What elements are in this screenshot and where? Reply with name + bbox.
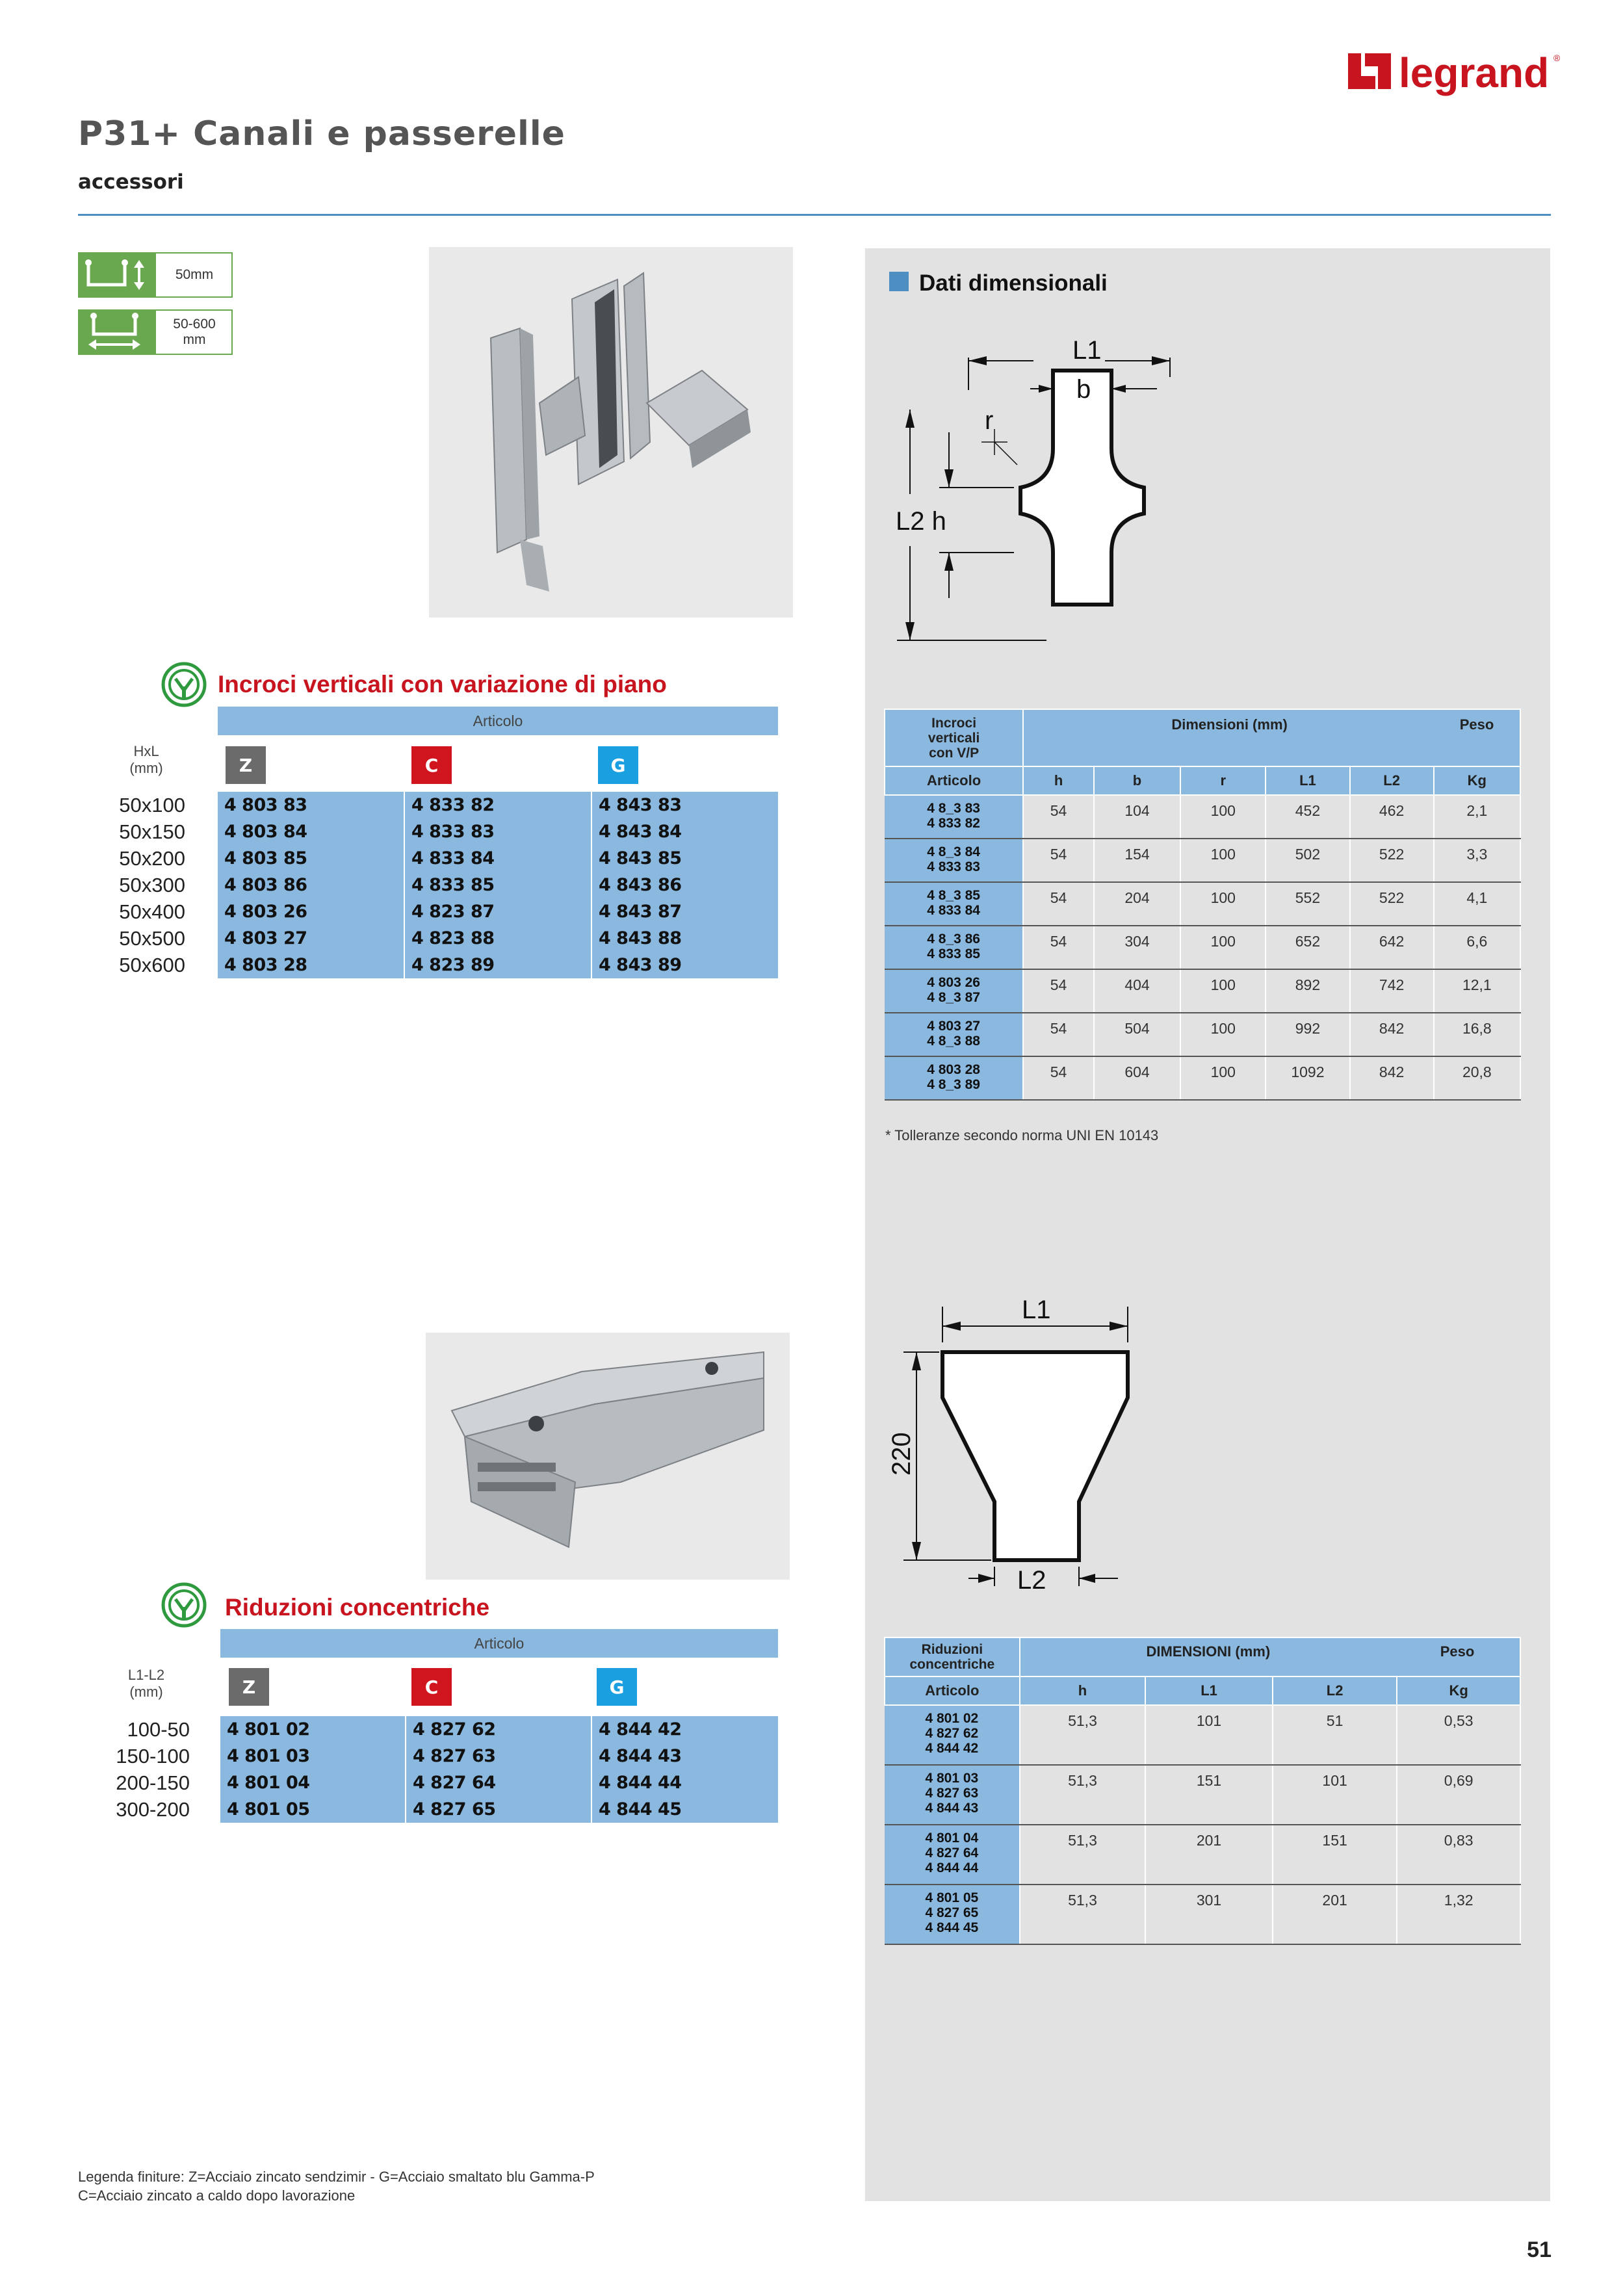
finish-z-badge: Z: [226, 746, 266, 784]
article-code: 4 843 85: [591, 845, 778, 872]
header-divider: [78, 214, 1551, 216]
table-row: 4 803 27 4 8_3 88 54 504 100 992 842 16,8: [885, 1013, 1520, 1056]
subheader: Kg: [1434, 766, 1520, 795]
table-row: 4 8_3 83 4 833 82 54 104 100 452 462 2,1: [885, 795, 1520, 839]
subheader: L1: [1145, 1676, 1273, 1705]
section-marker: [889, 272, 909, 291]
dim-cell: 50x400: [119, 900, 185, 923]
dim-cell: 200-150: [116, 1771, 190, 1794]
article-code: 4 844 42: [591, 1716, 778, 1743]
article-code: 4 803 26: [224, 902, 307, 922]
legrand-wordmark: legrand: [1399, 49, 1550, 96]
table-row: 4 8_3 84 4 833 83 54 154 100 502 522 3,3: [885, 839, 1520, 882]
article-code: 4 827 62: [405, 1716, 591, 1743]
label-l2: L2: [1017, 1566, 1046, 1595]
finish-z-badge: Z: [229, 1668, 269, 1706]
certification-icon: [160, 1581, 208, 1629]
section-title-vertical-cross: Incroci verticali con variazione di piano: [218, 671, 667, 698]
table-row: 4 801 05 4 827 65 4 844 45 51,3 301 201 1,32: [885, 1885, 1520, 1944]
table1-first-header: Incroci verticali con V/P: [885, 709, 1023, 766]
finish-c-badge: C: [411, 746, 452, 784]
width-badge: [78, 309, 233, 355]
articolo-header: Articolo: [218, 707, 778, 735]
article-code: 4 803 27: [224, 928, 307, 948]
legend-line: C=Acciaio zincato a caldo dopo lavorazione: [78, 2187, 356, 2204]
label-height: 220: [887, 1432, 916, 1476]
article-code: 4 801 02: [227, 1719, 310, 1740]
dim-cell: 50x500: [119, 927, 185, 950]
concentric-reducer-photo: [426, 1333, 790, 1580]
article-code: 4 827 65: [405, 1796, 591, 1823]
article-code: 4 833 84: [404, 845, 591, 872]
articolo-header: Articolo: [220, 1629, 778, 1658]
subheader: h: [1023, 766, 1094, 795]
table-row: 4 8_3 85 4 833 84 54 204 100 552 522 4,1: [885, 882, 1520, 926]
width-badge-text: 50-600 mm: [173, 317, 216, 347]
subheader: L2: [1350, 766, 1434, 795]
table1-dims-header: [1023, 709, 1520, 766]
subheader: Articolo: [885, 766, 1023, 795]
legend-line: Legenda finiture: Z=Acciaio zincato sendzimir - G=Acciaio smaltato blu Gamma-P: [78, 2169, 595, 2185]
cross-dimension-diagram: [884, 332, 1222, 657]
article-code: 4 843 83: [591, 792, 778, 818]
dim-cell: 300-200: [116, 1798, 190, 1821]
page-number: 51: [1527, 2237, 1552, 2262]
article-code: 4 803 85: [224, 848, 307, 868]
article-code: 4 827 64: [405, 1769, 591, 1796]
tolerance-note: * Tolleranze secondo norma UNI EN 10143: [885, 1127, 1159, 1143]
channel-height-icon: [79, 254, 156, 296]
dim-cell: 50x150: [119, 820, 185, 843]
dim-column: [91, 1716, 190, 1823]
article-code-table: [220, 1716, 778, 1823]
article-code: 4 803 28: [224, 955, 307, 975]
table1-dims-label: Dimensioni (mm): [1171, 716, 1288, 733]
article-code: 4 833 83: [404, 818, 591, 845]
article-code: 4 844 43: [591, 1743, 778, 1769]
section-title-concentric-reducers: Riduzioni concentriche: [225, 1594, 490, 1621]
dim-cell: 50x200: [119, 847, 185, 870]
dim-cell: 50x600: [119, 954, 185, 976]
article-code: 4 843 88: [591, 925, 778, 952]
label-b: b: [1076, 375, 1091, 404]
table2-dims-header: [1020, 1637, 1520, 1676]
dimensional-data-title: Dati dimensionali: [919, 270, 1108, 296]
subheader: b: [1094, 766, 1180, 795]
svg-text:®: ®: [1553, 53, 1561, 63]
dim-cell: 50x100: [119, 794, 185, 816]
article-code: 4 803 86: [224, 875, 307, 895]
table2-dims-label: DIMENSIONI (mm): [1146, 1643, 1271, 1660]
reducer-dimension-diagram: [884, 1287, 1157, 1599]
vertical-cross-photo: [429, 247, 793, 618]
dim-column: [97, 792, 185, 978]
table-row: 4 801 02 4 827 62 4 844 42 51,3 101 51 0,53: [885, 1705, 1520, 1765]
article-code: 4 823 87: [404, 898, 591, 925]
finish-c-badge: C: [411, 1668, 452, 1706]
article-code: 4 843 87: [591, 898, 778, 925]
article-code: 4 843 89: [591, 952, 778, 978]
dim-cell: 50x300: [119, 874, 185, 896]
label-l2-h: L2 h: [896, 507, 946, 536]
article-code: 4 823 89: [404, 952, 591, 978]
page-subtitle: accessori: [78, 170, 184, 194]
legrand-logo: [1347, 47, 1561, 105]
table1-peso-label: Peso: [1459, 716, 1494, 733]
article-code: 4 803 83: [224, 795, 307, 815]
dim-header: L1-L2 (mm): [127, 1667, 165, 1700]
article-code: 4 844 44: [591, 1769, 778, 1796]
table2-first-header: Riduzioni concentriche: [885, 1637, 1020, 1676]
article-code: 4 801 05: [227, 1799, 310, 1820]
subheader: r: [1180, 766, 1266, 795]
subheader: L2: [1273, 1676, 1397, 1705]
dim-header: HxL (mm): [129, 743, 163, 776]
table-row: 4 8_3 86 4 833 85 54 304 100 652 642 6,6: [885, 926, 1520, 969]
dim-cell: 100-50: [127, 1718, 190, 1741]
table-row: 4 801 04 4 827 64 4 844 44 51,3 201 151 0,83: [885, 1825, 1520, 1885]
finish-g-badge: G: [597, 1668, 637, 1706]
height-badge: [78, 252, 233, 298]
article-code: 4 827 63: [405, 1743, 591, 1769]
vertical-cross-dimensions-table: [884, 709, 1521, 1101]
table-row: 4 803 28 4 8_3 89 54 604 100 1092 842 20,8: [885, 1056, 1520, 1100]
table2-peso-label: Peso: [1440, 1643, 1475, 1660]
article-code: 4 801 04: [227, 1773, 310, 1793]
subheader: Kg: [1397, 1676, 1520, 1705]
subheader: L1: [1266, 766, 1349, 795]
article-code: 4 843 86: [591, 872, 778, 898]
height-badge-text: 50mm: [175, 267, 214, 282]
article-code: 4 833 85: [404, 872, 591, 898]
subheader: Articolo: [885, 1676, 1020, 1705]
finish-g-badge: G: [598, 746, 638, 784]
label-l1: L1: [1022, 1296, 1051, 1324]
article-code-table: [218, 792, 778, 978]
certification-icon: [160, 660, 208, 709]
label-r: r: [985, 406, 994, 435]
article-code: 4 823 88: [404, 925, 591, 952]
article-code: 4 801 03: [227, 1746, 310, 1766]
dim-cell: 150-100: [116, 1745, 190, 1768]
subheader: h: [1020, 1676, 1146, 1705]
table-row: 4 801 03 4 827 63 4 844 43 51,3 151 101 0,69: [885, 1765, 1520, 1825]
label-l1: L1: [1072, 336, 1102, 365]
channel-width-icon: [79, 311, 156, 354]
page-title: P31+ Canali e passerelle: [78, 114, 565, 153]
article-code: 4 843 84: [591, 818, 778, 845]
article-code: 4 803 84: [224, 822, 307, 842]
article-code: 4 833 82: [404, 792, 591, 818]
article-code: 4 844 45: [591, 1796, 778, 1823]
finish-legend: [78, 2167, 595, 2205]
table-row: 4 803 26 4 8_3 87 54 404 100 892 742 12,1: [885, 969, 1520, 1013]
reducer-dimensions-table: [884, 1637, 1521, 1945]
